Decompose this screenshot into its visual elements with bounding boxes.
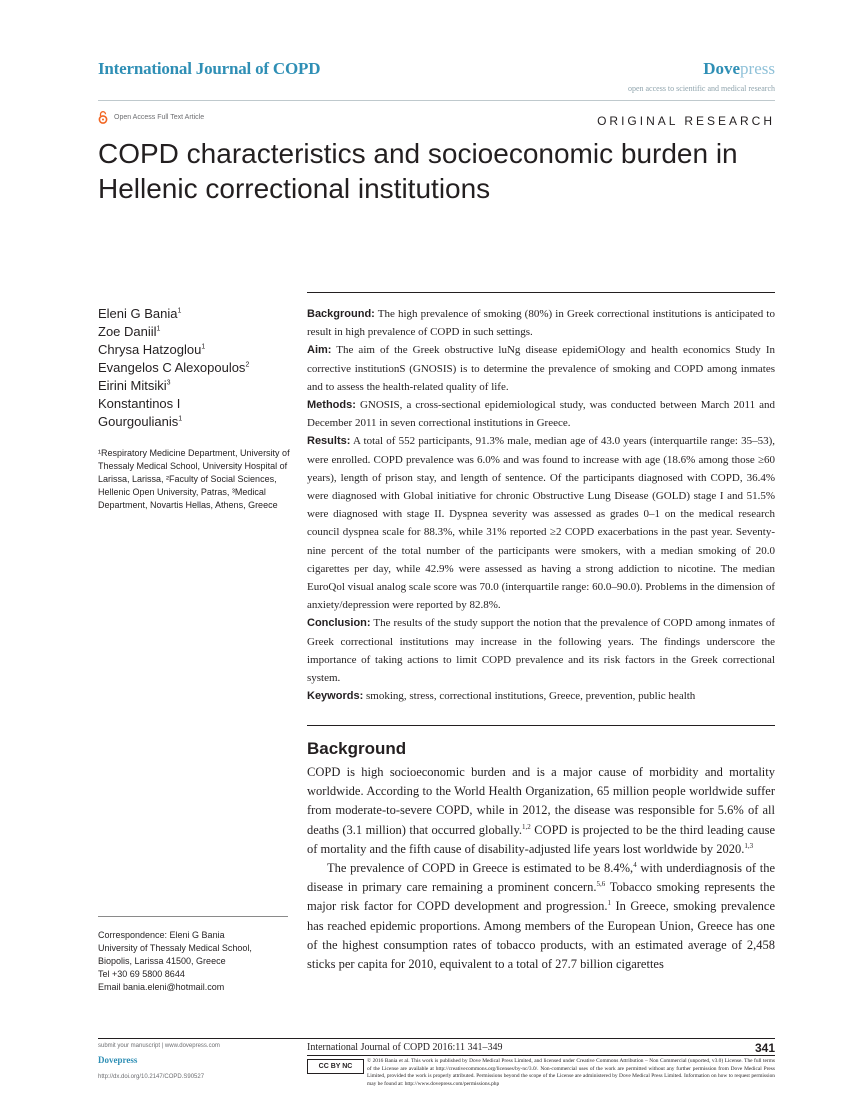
footer-citation: International Journal of COPD 2016:11 341–349: [307, 1042, 503, 1053]
author-item: Zoe Daniil$^1$: [98, 324, 161, 339]
open-access-icon: [98, 111, 108, 124]
doi-link[interactable]: http://dx.doi.org/10.2147/COPD.S90527: [98, 1074, 205, 1080]
correspondence: Correspondence: Eleni G Bania University of Thessaly Medical School, Biopolis, Larissa 41500, Greece Tel +30 69 5800 8644 Email bania.eleni@hotmail.com: [98, 929, 298, 994]
author-item: Eleni G Bania$^1$: [98, 306, 182, 321]
header-divider: [98, 100, 775, 101]
author-item: Evangelos C Alexopoulos$^2$: [98, 360, 250, 375]
abstract-background: Background: The high prevalence of smoking (80%) in Greek correctional institutions is anticipated to result in high prevalence of COPD in such settings.: [307, 308, 775, 339]
abstract-conclusion: Conclusion: The results of the study support the notion that the prevalence of COPD among inmates of Greek correctional institutions may increase in the following years. The findings underscore the importance of taking actions to limit COPD prevalence and its risk factors in the Greek correctional system.: [307, 617, 775, 685]
body-paragraph: The prevalence of COPD in Greece is estimated to be 8.4%,$^4$ with underdiagnosis of the disease in primary care remaining a prominent concern.$^{5,6}$ Tobacco smoking represents the major risk factor for COPD development and progression.$^1$ In Greece, smoking prevalence has reached epidemic proportions. Among members of the European Union, Greece has one of the highest consumption rates of tobacco products, with an estimated average of 2,458 sticks per capita for 2010, equivalent to a total of 27.7 billion cigarettes: [307, 860, 776, 972]
section-heading: Background: [307, 739, 407, 758]
publisher-logo-press: press: [740, 59, 775, 78]
submit-manuscript-link[interactable]: submit your manuscript | www.dovepress.com: [98, 1043, 220, 1049]
article-title: COPD characteristics and socioeconomic burden in Hellenic correctional institutions: [98, 138, 738, 204]
license-text: © 2016 Bania et al. This work is published by Dove Medical Press Limited, and licensed under Creative Commons Attribution – Non Commercial (unported, v3.0) License. The full terms of the License are available at http://creativecommons.org/licenses/by-nc/3.0/. Non-commercial uses of the work are permitted without any further permission from Dove Medical Press Limited, provided the work is properly attributed. Permissions beyond the scope of the License are administered by Dove Medical Press Limited. Information on how to request permission may be found at: http://www.dovepress.com/permissions.php: [367, 1058, 775, 1087]
abstract-keywords: Keywords: smoking, stress, correctional institutions, Greece, prevention, public health: [307, 690, 696, 703]
body-text: [307, 763, 775, 974]
correspondence-email: Email bania.eleni@hotmail.com: [98, 982, 225, 992]
author-list: [98, 305, 293, 431]
footer-citation-rule: [307, 1055, 775, 1056]
open-access-label: Open Access Full Text Article: [114, 114, 205, 121]
abstract-methods: Methods: GNOSIS, a cross-sectional epidemiological study, was conducted between March 2011 and December 2011 in seven correctional institutions in Greece.: [307, 399, 775, 430]
footer-divider: [98, 1038, 775, 1039]
journal-name: International Journal of COPD: [98, 59, 321, 78]
abstract-results: Results: A total of 552 participants, 91.3% male, median age of 43.0 years (interquartile range: 35–53), were enrolled. COPD prevalence was 6.0% and was found to increase with age (18.6% among those ≥60 years), length of prison stay, and length of sentence. Of the participants diagnosed with COPD, 36.4% were diagnosed with Global initiative for chronic Obstructive Lung Disease (GOLD) stage I and 51.5% were diagnosed with stage II. Dyspnea severity was assessed as grades 0–1 on the medical research council dyspnea scale for 88.3%, while 31% reported ≥2 COPD exacerbations in the past year. Seventy-nine percent of the total number of the participants were smokers, with a median smoking of 20.0 cigarettes per day, while 42.9% were assessed as having a strong addiction to nicotine. The median EuroQol visual analog scale score was 70.0 (interquartile range: 60.0–90.0). Problems in the dimension of anxiety/depression were reported by 82.8%.: [307, 435, 775, 612]
publisher-tagline: open access to scientific and medical research: [627, 84, 775, 93]
body-paragraph: COPD is high socioeconomic burden and is a major cause of morbidity and mortality worldwide. According to the World Health Organization, 65 million people worldwide suffer from moderate-to-severe COPD, while in 2012, the disease was responsible for 5.6% of all deaths (3.1 million) that occurred globally.$^{1,2}$ COPD is projected to be the third leading cause of mortality and the fifth cause of disability-adjusted life years lost worldwide by 2020.$^{1,3}$: [307, 765, 775, 856]
abstract-aim: Aim: The aim of the Greek obstructive luNg disease epidemiOlogy and health economics Study In corrective institutionS (GNOSIS) is to determine the prevalence of smoking and COPD among inmates and to assess the health-related quality of life.: [307, 344, 775, 393]
affiliations: ¹Respiratory Medicine Department, University of Thessaly Medical School, University Hospital of Larissa, Larissa, ²Faculty of Social Sciences, Hellenic Open University, Patras, ³Medical Department, Novartis Hellas, Athens, Greece: [98, 448, 290, 510]
abstract-top-rule: [307, 292, 775, 293]
footer-dovepress: Dovepress: [98, 1055, 138, 1065]
author-item: Chrysa Hatzoglou$^1$: [98, 342, 206, 357]
abstract-bottom-rule: [307, 725, 775, 726]
correspondence-divider: [98, 916, 288, 917]
publisher-logo: [703, 59, 775, 79]
author-item: Gourgoulianis$^1$: [98, 414, 183, 429]
article-type: ORIGINAL RESEARCH: [597, 114, 775, 128]
publisher-logo-dove: Dove: [703, 59, 741, 78]
abstract: [307, 305, 775, 705]
author-item: Konstantinos I: [98, 396, 181, 411]
open-access-badge: [98, 111, 204, 124]
page-number: 341: [754, 1041, 775, 1055]
author-item: Eirini Mitsiki$^3$: [98, 378, 171, 393]
cc-license-icon: CC BY NC: [307, 1059, 364, 1074]
